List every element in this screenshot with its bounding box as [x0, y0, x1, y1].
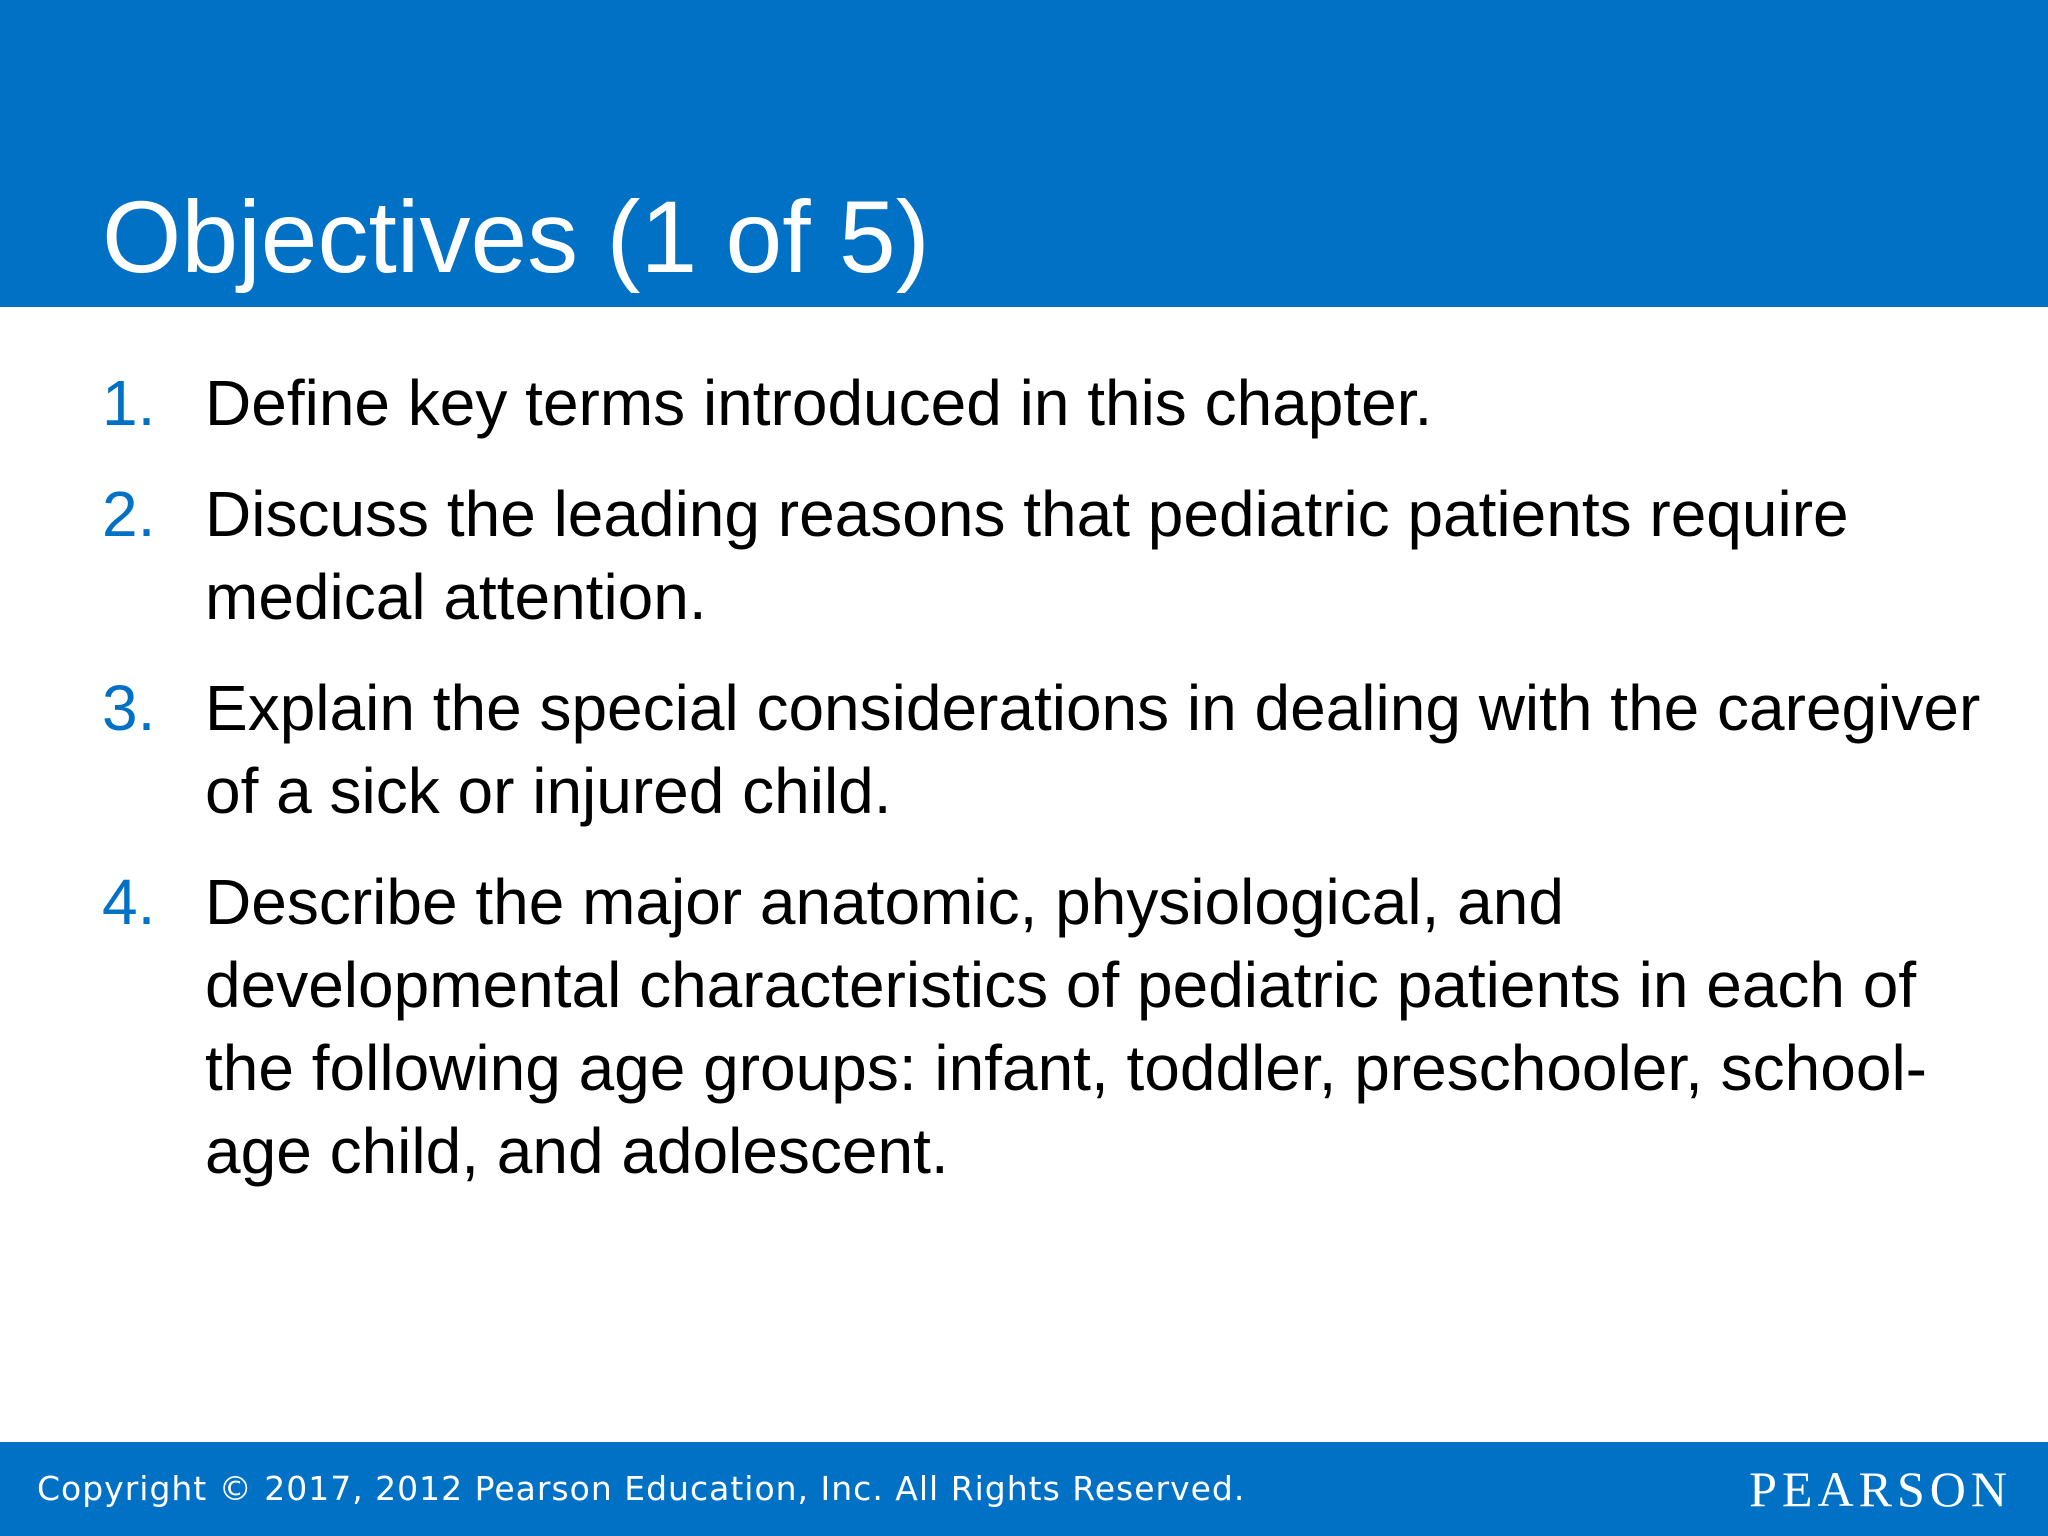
- pearson-logo: PEARSON: [1749, 1461, 2012, 1517]
- copyright-notice: Copyright © 2017, 2012 Pearson Education, Inc. All Rights Reserved.: [37, 1469, 1246, 1508]
- slide-title: Objectives (1 of 5): [102, 180, 930, 294]
- objective-text: Explain the special considerations in dealing with the caregiver of a sick or injured child.: [205, 672, 1981, 827]
- objective-item-2: [102, 473, 1982, 639]
- objectives-list: [102, 362, 1982, 1221]
- objective-number: 3.: [102, 672, 156, 744]
- objective-number: 1.: [102, 367, 156, 439]
- objective-text: Define key terms introduced in this chapter.: [205, 367, 1433, 439]
- objective-number: 2.: [102, 478, 156, 550]
- objective-text: Discuss the leading reasons that pediatric patients require medical attention.: [205, 478, 1849, 633]
- objective-item-1: [102, 362, 1982, 445]
- objective-item-4: [102, 861, 1982, 1193]
- objective-text: Describe the major anatomic, physiological, and developmental characteristics of pediatric patients in each of the following age groups: infant, toddler, preschooler, school-age child, and adolescent.: [205, 866, 1927, 1187]
- objective-number: 4.: [102, 866, 156, 938]
- objective-item-3: [102, 667, 1982, 833]
